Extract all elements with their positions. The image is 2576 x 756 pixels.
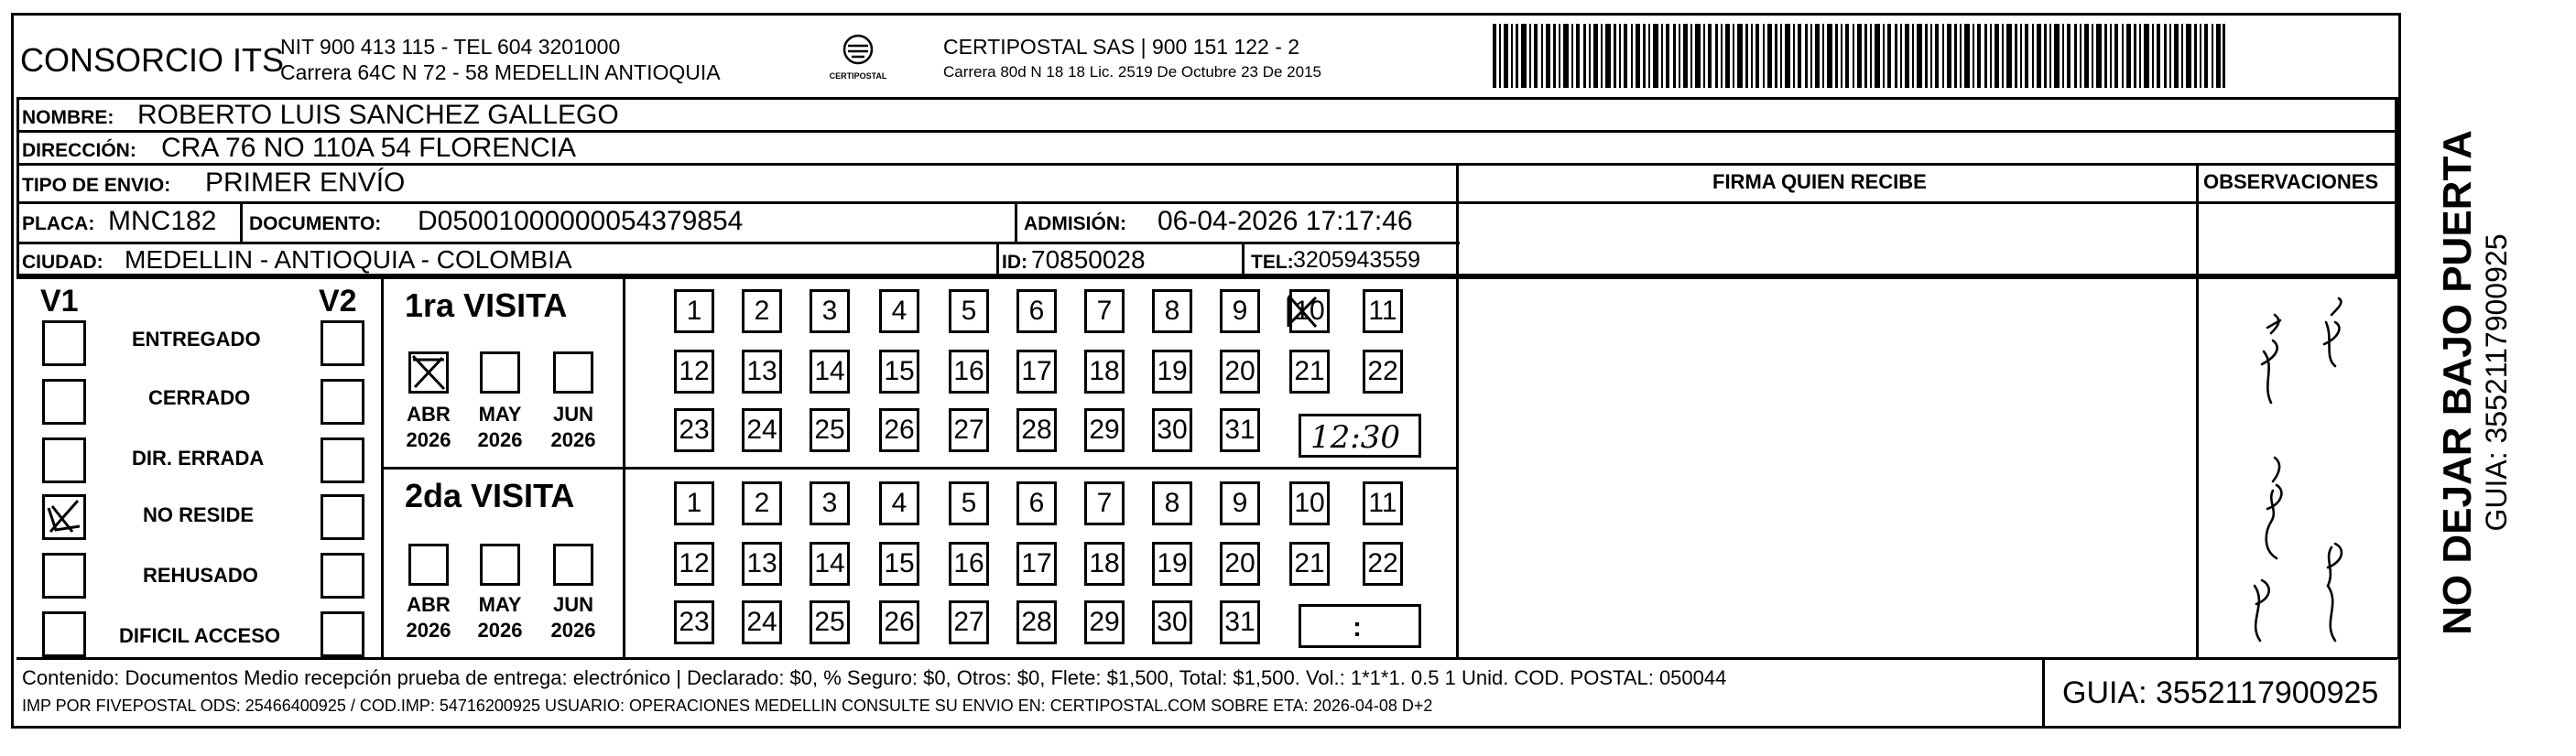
second-visit-day-31[interactable]: 31: [1220, 600, 1260, 644]
first-month-may: MAY: [478, 403, 522, 426]
documento-label: DOCUMENTO:: [249, 213, 382, 234]
first-visit-day-9[interactable]: 9: [1220, 289, 1260, 333]
first-month-abr: ABR: [407, 403, 451, 426]
direccion-value: CRA 76 NO 110A 54 FLORENCIA: [161, 133, 576, 163]
documento-value: D05001000000054379854: [418, 206, 744, 236]
v1-cerrado-checkbox[interactable]: [42, 379, 86, 425]
nombre-value: ROBERTO LUIS SANCHEZ GALLEGO: [137, 100, 619, 130]
first-visit-day-23[interactable]: 23: [674, 408, 714, 452]
check-mark-icon: [1285, 292, 1321, 330]
courier-address: Carrera 80d N 18 18 Lic. 2519 De Octubre 23 De 2015: [943, 63, 1321, 81]
second-visit-day-8[interactable]: 8: [1152, 481, 1192, 525]
first-visit-day-25[interactable]: 25: [810, 408, 850, 452]
first-visit-day-30[interactable]: 30: [1152, 408, 1192, 452]
first-visit-day-6[interactable]: 6: [1016, 289, 1057, 333]
company-address: Carrera 64C N 72 - 58 MEDELLIN ANTIOQUIA: [280, 60, 721, 84]
first-visit-label: 1ra VISITA: [405, 286, 568, 324]
placa-value: MNC182: [108, 206, 217, 236]
first-year-abr: 2026: [406, 428, 451, 451]
first-visit-day-27[interactable]: 27: [949, 408, 989, 452]
second-visit-day-6[interactable]: 6: [1016, 481, 1057, 525]
second-visit-abr-checkbox[interactable]: [408, 544, 449, 586]
ciudad-label: CIUDAD:: [22, 252, 103, 273]
tel-label: TEL:: [1251, 252, 1294, 273]
second-month-may: MAY: [478, 593, 522, 616]
first-visit-day-18[interactable]: 18: [1084, 350, 1125, 394]
second-visit-jun-checkbox[interactable]: [553, 544, 593, 586]
v1-entregado-checkbox[interactable]: [42, 320, 86, 366]
first-visit-day-28[interactable]: 28: [1016, 408, 1057, 452]
first-visit-day-26[interactable]: 26: [879, 408, 919, 452]
first-visit-day-5[interactable]: 5: [949, 289, 989, 333]
first-visit-day-1[interactable]: 1: [674, 289, 714, 333]
tipo-envio-label: TIPO DE ENVIO:: [22, 175, 171, 196]
footer-imp: IMP POR FIVEPOSTAL ODS: 25466400925 / COD.IMP: 54716200925 USUARIO: OPERACIONES MEDELLIN CONSULTE SU ENVIO EN: CERTIPOSTAL.COM SOBRE ETA: 2026-04-08 D+2: [22, 697, 1433, 715]
handwritten-observations: [2207, 256, 2390, 650]
second-visit-day-27[interactable]: 27: [949, 600, 989, 644]
first-year-may: 2026: [477, 428, 523, 451]
first-visit-day-3[interactable]: 3: [810, 289, 850, 333]
direccion-label: DIRECCIÓN:: [22, 140, 136, 161]
first-visit-day-13[interactable]: 13: [742, 350, 782, 394]
v2-header: V2: [319, 284, 357, 319]
second-visit-day-18[interactable]: 18: [1084, 542, 1125, 586]
second-month-jun: JUN: [552, 593, 593, 616]
second-visit-day-1[interactable]: 1: [674, 481, 714, 525]
v2-dificil-acceso-checkbox[interactable]: [321, 611, 364, 657]
second-visit-day-15[interactable]: 15: [879, 542, 919, 586]
first-year-jun: 2026: [550, 428, 596, 451]
barcode: [1493, 24, 2225, 88]
first-visit-time: 12:30: [1310, 419, 1400, 456]
second-visit-time: :: [1353, 612, 1362, 643]
first-visit-day-15[interactable]: 15: [879, 350, 919, 394]
second-visit-day-29[interactable]: 29: [1084, 600, 1125, 644]
tipo-envio-value: PRIMER ENVÍO: [205, 167, 406, 198]
footer-guia: GUIA: 3552117900925: [2062, 675, 2379, 710]
v1-header: V1: [40, 284, 79, 319]
first-visit-day-21[interactable]: 21: [1289, 350, 1330, 394]
first-visit-day-20[interactable]: 20: [1220, 350, 1260, 394]
first-visit-time-field[interactable]: [1299, 414, 1421, 458]
check-mark-icon: [411, 354, 446, 391]
first-visit-day-16[interactable]: 16: [949, 350, 989, 394]
second-visit-time-field[interactable]: [1299, 604, 1421, 648]
admision-value: 06-04-2026 17:17:46: [1158, 206, 1413, 236]
status-rehusado: REHUSADO: [143, 564, 258, 587]
second-visit-day-13[interactable]: 13: [742, 542, 782, 586]
second-visit-day-10[interactable]: 10: [1289, 481, 1330, 525]
footer-contenido: Contenido: Documentos Medio recepción prueba de entrega: electrónico | Declarado: $0, % Seguro: $0, Otros: $0, Flete: $1,500, Total: $1,500. Vol.: 1*1*1. 0.5 1 Unid. COD. POSTAL: 050044: [22, 666, 1727, 689]
first-visit-day-24[interactable]: 24: [742, 408, 782, 452]
placa-label: PLACA:: [22, 213, 95, 234]
v2-dir-errada-checkbox[interactable]: [321, 437, 364, 483]
firma-label: FIRMA QUIEN RECIBE: [1712, 170, 1927, 193]
second-visit-day-7[interactable]: 7: [1084, 481, 1125, 525]
first-visit-may-checkbox[interactable]: [480, 351, 520, 394]
first-visit-day-8[interactable]: 8: [1152, 289, 1192, 333]
second-visit-day-30[interactable]: 30: [1152, 600, 1192, 644]
second-visit-day-21[interactable]: 21: [1289, 542, 1330, 586]
first-visit-day-7[interactable]: 7: [1084, 289, 1125, 333]
v1-no-reside-checkbox[interactable]: [42, 494, 86, 540]
first-visit-day-14[interactable]: 14: [810, 350, 850, 394]
second-visit-day-9[interactable]: 9: [1220, 481, 1260, 525]
courier-name: CERTIPOSTAL SAS | 900 151 122 - 2: [943, 35, 1300, 59]
admision-label: ADMISIÓN:: [1024, 213, 1126, 234]
second-year-may: 2026: [477, 619, 523, 642]
ciudad-value: MEDELLIN - ANTIOQUIA - COLOMBIA: [125, 245, 572, 274]
first-visit-day-4[interactable]: 4: [879, 289, 919, 333]
second-visit-day-28[interactable]: 28: [1016, 600, 1057, 644]
second-visit-day-2[interactable]: 2: [742, 481, 782, 525]
second-visit-label: 2da VISITA: [405, 477, 575, 514]
second-visit-day-5[interactable]: 5: [949, 481, 989, 525]
status-dificil-acceso: DIFICIL ACCESO: [119, 624, 281, 647]
second-visit-day-19[interactable]: 19: [1152, 542, 1192, 586]
first-visit-abr-checkbox[interactable]: [408, 351, 449, 394]
first-visit-day-12[interactable]: 12: [674, 350, 714, 394]
status-cerrado: CERRADO: [148, 386, 251, 409]
company-name: CONSORCIO ITS: [20, 41, 285, 79]
first-visit-day-19[interactable]: 19: [1152, 350, 1192, 394]
id-value: 70850028: [1031, 245, 1146, 274]
company-nit: NIT 900 413 115 - TEL 604 3201000: [280, 35, 621, 59]
second-visit-day-24[interactable]: 24: [742, 600, 782, 644]
v1-rehusado-checkbox[interactable]: [42, 553, 86, 599]
second-visit-day-20[interactable]: 20: [1220, 542, 1260, 586]
second-visit-day-26[interactable]: 26: [879, 600, 919, 644]
status-no-reside: NO RESIDE: [143, 503, 255, 526]
first-visit-day-31[interactable]: 31: [1220, 408, 1260, 452]
check-mark-icon: [45, 497, 83, 537]
svg-text:CERTIPOSTAL: CERTIPOSTAL: [829, 71, 887, 81]
first-visit-day-22[interactable]: 22: [1363, 350, 1403, 394]
second-visit-day-3[interactable]: 3: [810, 481, 850, 525]
second-visit-day-11[interactable]: 11: [1363, 481, 1403, 525]
first-visit-day-11[interactable]: 11: [1363, 289, 1403, 333]
second-visit-day-17[interactable]: 17: [1016, 542, 1057, 586]
second-year-jun: 2026: [550, 619, 596, 642]
first-visit-jun-checkbox[interactable]: [553, 351, 593, 394]
observaciones-label: OBSERVACIONES: [2203, 170, 2379, 193]
v1-dificil-acceso-checkbox[interactable]: [42, 611, 86, 657]
v2-entregado-checkbox[interactable]: [321, 320, 364, 366]
v2-cerrado-checkbox[interactable]: [321, 379, 364, 425]
first-visit-day-17[interactable]: 17: [1016, 350, 1057, 394]
v2-no-reside-checkbox[interactable]: [321, 494, 364, 540]
id-label: ID:: [1002, 252, 1027, 273]
certipostal-logo: [817, 31, 899, 84]
side-vertical-text: [2414, 108, 2533, 657]
second-visit-may-checkbox[interactable]: [480, 544, 520, 586]
tel-value: 3205943559: [1293, 247, 1421, 273]
second-visit-day-12[interactable]: 12: [674, 542, 714, 586]
second-visit-day-23[interactable]: 23: [674, 600, 714, 644]
second-visit-day-4[interactable]: 4: [879, 481, 919, 525]
second-visit-day-16[interactable]: 16: [949, 542, 989, 586]
first-visit-day-2[interactable]: 2: [742, 289, 782, 333]
first-visit-day-29[interactable]: 29: [1084, 408, 1125, 452]
first-month-jun: JUN: [552, 403, 593, 426]
first-visit-day-10[interactable]: 10: [1289, 289, 1330, 333]
v2-rehusado-checkbox[interactable]: [321, 553, 364, 599]
status-entregado: ENTREGADO: [132, 328, 261, 351]
status-dir-errada: DIR. ERRADA: [132, 447, 265, 470]
second-year-abr: 2026: [406, 619, 451, 642]
second-visit-day-14[interactable]: 14: [810, 542, 850, 586]
v1-dir-errada-checkbox[interactable]: [42, 437, 86, 483]
second-visit-day-22[interactable]: 22: [1363, 542, 1403, 586]
no-dejar-text: NO DEJAR BAJO PUERTA: [2435, 130, 2480, 635]
nombre-label: NOMBRE:: [22, 107, 114, 128]
guia-side-text: GUIA: 3552117900925: [2480, 233, 2513, 532]
second-month-abr: ABR: [407, 593, 451, 616]
second-visit-day-25[interactable]: 25: [810, 600, 850, 644]
